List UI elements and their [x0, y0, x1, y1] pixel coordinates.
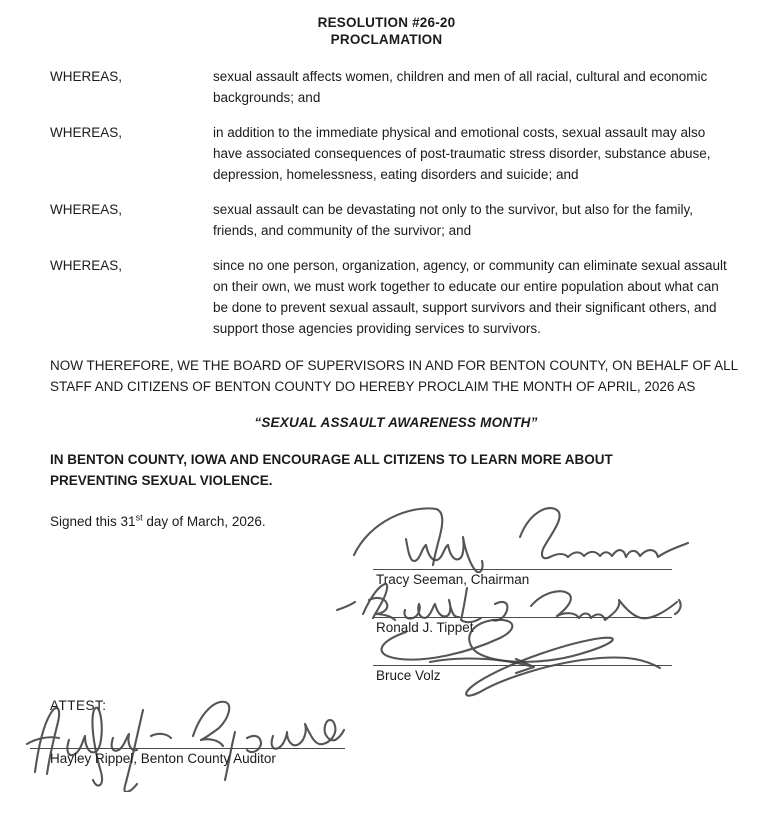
whereas-clause-2 [50, 122, 742, 185]
therefore-paragraph: NOW THEREFORE, WE THE BOARD OF SUPERVISORS IN AND FOR BENTON COUNTY, ON BEHALF OF ALL STAFF AND CITIZENS OF BENTON COUNTY DO HEREBY PROCLAIM THE MONTH OF APRIL, 2026 AS [50, 358, 738, 394]
whereas-text: since no one person, organization, agency, or community can eliminate sexual assault on their own, we must work together to educate our entire population about what can be done to prevent sexual assault, support survivors and their significant others, and support those agencies providing services to survivors. [213, 258, 727, 336]
ordinal-suffix: st [135, 512, 143, 523]
whereas-label: WHEREAS, [50, 125, 123, 140]
signatory-name: Ronald J. Tippet [376, 620, 474, 635]
signature-line [373, 617, 672, 618]
whereas-label: WHEREAS, [50, 258, 123, 273]
whereas-clause-4 [50, 255, 742, 339]
signatory-name: Bruce Volz [376, 668, 441, 683]
signed-date-prefix: Signed this 31 [50, 514, 136, 529]
signatory-name-chairman: Tracy Seeman, Chairman [376, 572, 530, 587]
attest-signatory-name: Hayley Rippel, Benton County Auditor [50, 751, 276, 766]
whereas-clause-1 [50, 66, 742, 108]
signed-date-line [50, 511, 742, 532]
attest-label: ATTEST: [50, 698, 107, 713]
resolution-number: RESOLUTION #26-20 [317, 15, 456, 30]
document-body [50, 66, 742, 532]
whereas-clause-3 [50, 199, 742, 241]
signature-line [373, 665, 672, 666]
whereas-text: sexual assault affects women, children and men of all racial, cultural and economic backgrounds; and [213, 69, 708, 105]
whereas-label: WHEREAS, [50, 202, 123, 217]
proclaimed-month-title: “SEXUAL ASSAULT AWARENESS MONTH” [254, 415, 538, 430]
signed-date-rest: day of March, 2026. [142, 514, 266, 529]
signature-line [373, 569, 672, 570]
closing-statement: IN BENTON COUNTY, IOWA AND ENCOURAGE ALL CITIZENS TO LEARN MORE ABOUT PREVENTING SEXUAL VIOLENCE. [50, 452, 613, 488]
whereas-text: sexual assault can be devastating not only to the survivor, but also for the family, friends, and community of the survivor; and [213, 202, 694, 238]
whereas-text: in addition to the immediate physical and emotional costs, sexual assault may also have associated consequences of post-traumatic stress disorder, substance abuse, depression, homelessness, eating disorders and suicide; and [213, 125, 711, 182]
whereas-label: WHEREAS, [50, 69, 123, 84]
signature-line [30, 748, 345, 749]
document-title [0, 14, 773, 48]
proclamation-heading: PROCLAMATION [330, 32, 443, 47]
